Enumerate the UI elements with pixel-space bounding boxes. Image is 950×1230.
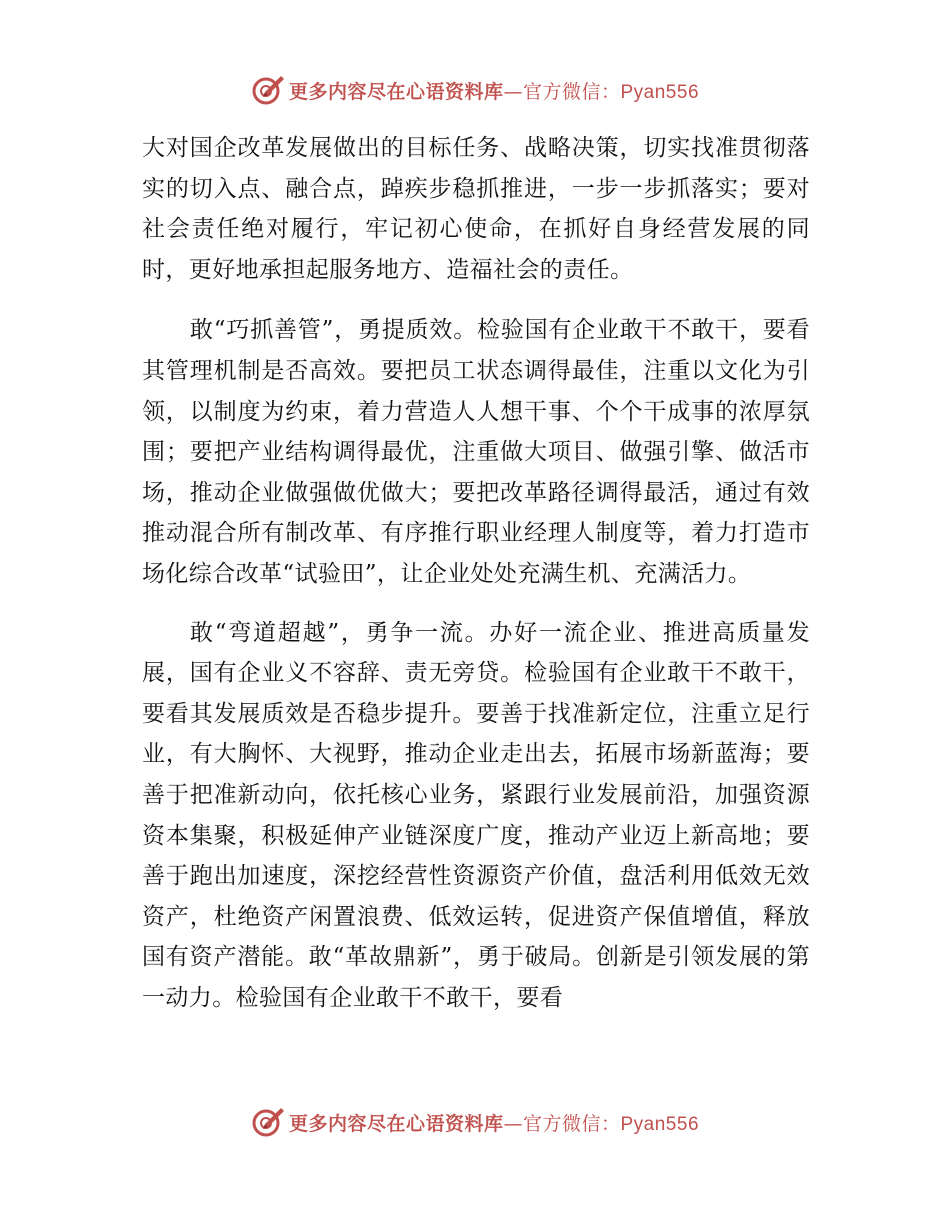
watermark-text	[289, 1109, 699, 1136]
pen-logo-icon	[251, 73, 285, 107]
watermark-site-text: 更多内容尽在心语资料库	[288, 80, 504, 103]
pen-logo-icon	[251, 1105, 285, 1139]
document-body	[142, 128, 810, 1036]
footer-watermark	[0, 1102, 950, 1142]
header-watermark	[0, 70, 950, 110]
watermark-text	[289, 77, 699, 104]
watermark-dash: —	[503, 80, 523, 103]
watermark-wechat-label: 官方微信：	[522, 80, 621, 103]
watermark-wechat-id: Pyan556	[620, 81, 700, 103]
paragraph-1: 大对国企改革发展做出的目标任务、战略决策，切实找准贯彻落实的切入点、融合点，踔疾步稳抓推进，一步一步抓落实；要对社会责任绝对履行，牢记初心使命，在抓好自身经营发展的同时，更好地承担起服务地方、造福社会的责任。	[142, 135, 810, 283]
watermark-wechat-label: 官方微信：	[522, 1112, 621, 1135]
paragraph-3: 敢“弯道超越”，勇争一流。办好一流企业、推进高质量发展，国有企业义不容辞、责无旁贷。检验国有企业敢干不敢干，要看其发展质效是否稳步提升。要善于找准新定位，注重立足行业，有大胸怀、大视野，推动企业走出去，拓展市场新蓝海；要善于把准新动向，依托核心业务，紧跟行业发展前沿，加强资源资本集聚，积极延伸产业链深度广度，推动产业迈上新高地；要善于跑出加速度，深挖经营性资源资产价值，盘活利用低效无效资产，杜绝资产闲置浪费、低效运转，促进资产保值增值，释放国有资产潜能。敢“革故鼎新”，勇于破局。创新是引领发展的第一动力。检验国有企业敢干不敢干，要看	[142, 619, 810, 1011]
watermark-site-text: 更多内容尽在心语资料库	[288, 1112, 504, 1135]
watermark-wechat-id: Pyan556	[620, 1113, 700, 1135]
paragraph-2: 敢“巧抓善管”，勇提质效。检验国有企业敢干不敢干，要看其管理机制是否高效。要把员工状态调得最佳，注重以文化为引领，以制度为约束，着力营造人人想干事、个个干成事的浓厚氛围；要把产业结构调得最优，注重做大项目、做强引擎、做活市场，推动企业做强做优做大；要把改革路径调得最活，通过有效推动混合所有制改革、有序推行职业经理人制度等，着力打造市场化综合改革“试验田”，让企业处处充满生机、充满活力。	[142, 317, 810, 587]
watermark-dash: —	[503, 1112, 523, 1135]
